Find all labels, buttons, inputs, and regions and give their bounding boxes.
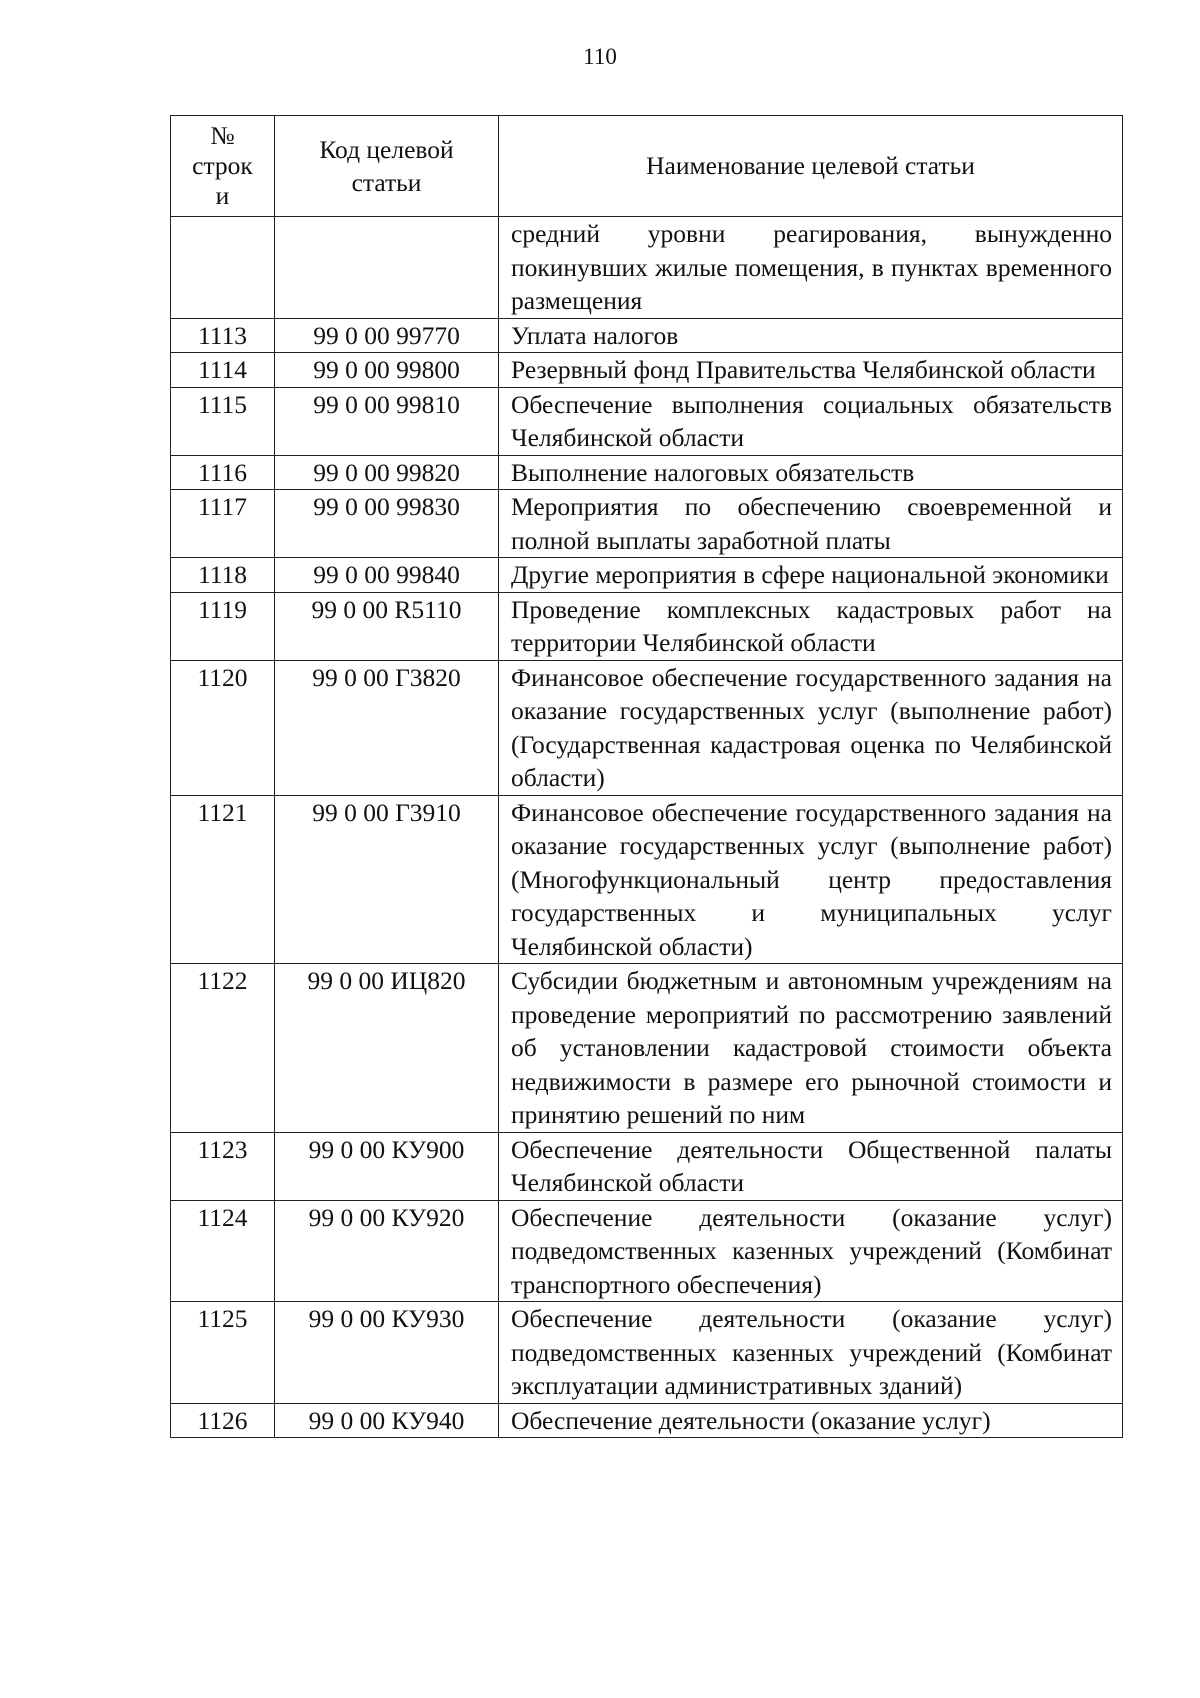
row-name	[499, 660, 1123, 795]
row-code: 99 0 00 99800	[275, 353, 499, 388]
row-code: 99 0 00 R5110	[275, 592, 499, 660]
table-row	[171, 318, 1123, 353]
row-number: 1124	[171, 1200, 275, 1302]
table-row	[171, 353, 1123, 388]
table-row	[171, 490, 1123, 558]
row-name-text: Другие мероприятия в сфере национальной экономики	[511, 560, 1109, 589]
table-row	[171, 217, 1123, 319]
table-row	[171, 964, 1123, 1133]
table-row	[171, 1200, 1123, 1302]
row-number: 1123	[171, 1132, 275, 1200]
row-number: 1116	[171, 455, 275, 490]
table-row	[171, 795, 1123, 964]
row-name	[499, 592, 1123, 660]
table-row	[171, 558, 1123, 593]
row-name	[499, 353, 1123, 388]
row-number	[171, 217, 275, 319]
table-header-row	[171, 116, 1123, 217]
row-name-text: средний уровни реагирования, вынужденно покинувших жилые помещения, в пунктах временного размещения	[511, 219, 1112, 315]
page-number: 110	[583, 44, 617, 69]
row-name-text: Обеспечение выполнения социальных обязательств Челябинской области	[511, 389, 1112, 452]
row-code: 99 0 00 КУ940	[275, 1403, 499, 1438]
table-row	[171, 1132, 1123, 1200]
row-name-text: Финансовое обеспечение государственного задания на оказание государственных услуг (выполнение работ) (Государственная кадастровая оценка по Челябинской области)	[511, 662, 1112, 792]
row-code: 99 0 00 КУ900	[275, 1132, 499, 1200]
row-name-text: Обеспечение деятельности (оказание услуг) подведомственных казенных учреждений (Комбинат транспортного обеспечения)	[511, 1202, 1112, 1299]
header-row-number-label: № строк и	[192, 121, 253, 210]
row-name-text: Субсидии бюджетным и автономным учреждениям на проведение мероприятий по рассмотрению заявлений об установлении кадастровой стоимости объекта недвижимости в размере его рыночной стоимости и принятию решений по ним	[511, 966, 1112, 1129]
row-number: 1121	[171, 795, 275, 964]
row-name	[499, 217, 1123, 319]
row-name-text: Обеспечение деятельности Общественной палаты Челябинской области	[511, 1134, 1112, 1197]
row-number: 1117	[171, 490, 275, 558]
header-row-number	[171, 116, 275, 217]
table-row	[171, 592, 1123, 660]
row-name-text: Мероприятия по обеспечению своевременной и полной выплаты заработной платы	[511, 492, 1112, 555]
table-row	[171, 660, 1123, 795]
row-name	[499, 1200, 1123, 1302]
row-code: 99 0 00 99770	[275, 318, 499, 353]
row-name	[499, 1403, 1123, 1438]
row-number: 1126	[171, 1403, 275, 1438]
row-code: 99 0 00 Г3910	[275, 795, 499, 964]
row-code: 99 0 00 Г3820	[275, 660, 499, 795]
row-number: 1125	[171, 1302, 275, 1404]
table-row	[171, 387, 1123, 455]
row-name	[499, 964, 1123, 1133]
row-name	[499, 558, 1123, 593]
row-code: 99 0 00 99840	[275, 558, 499, 593]
row-code: 99 0 00 99810	[275, 387, 499, 455]
row-number: 1122	[171, 964, 275, 1133]
row-name-text: Проведение комплексных кадастровых работ на территории Челябинской области	[511, 594, 1112, 657]
row-name	[499, 318, 1123, 353]
row-name-text: Финансовое обеспечение государственного задания на оказание государственных услуг (выполнение работ) (Многофункциональный центр предоставления государственных и муниципальных услуг Челябинской области)	[511, 797, 1112, 961]
row-number: 1115	[171, 387, 275, 455]
table-row	[171, 1403, 1123, 1438]
row-name	[499, 490, 1123, 558]
row-number: 1120	[171, 660, 275, 795]
table-row	[171, 455, 1123, 490]
row-name-text: Обеспечение деятельности (оказание услуг) подведомственных казенных учреждений (Комбинат эксплуатации административных зданий)	[511, 1304, 1112, 1400]
row-number: 1113	[171, 318, 275, 353]
row-name	[499, 795, 1123, 964]
row-code: 99 0 00 КУ920	[275, 1200, 499, 1302]
row-name-text: Уплата налогов	[511, 320, 679, 350]
row-name-text: Резервный фонд Правительства Челябинской области	[511, 355, 1096, 384]
table-row	[171, 1302, 1123, 1404]
header-name-label: Наименование целевой статьи	[646, 151, 975, 181]
row-code	[275, 217, 499, 319]
row-code: 99 0 00 КУ930	[275, 1302, 499, 1404]
row-name	[499, 455, 1123, 490]
row-name	[499, 387, 1123, 455]
row-number: 1119	[171, 592, 275, 660]
row-code: 99 0 00 99830	[275, 490, 499, 558]
row-number: 1114	[171, 353, 275, 388]
header-code	[275, 116, 499, 217]
row-name	[499, 1302, 1123, 1404]
row-number: 1118	[171, 558, 275, 593]
row-name-text: Выполнение налоговых обязательств	[511, 457, 915, 487]
header-name	[499, 116, 1123, 217]
row-code: 99 0 00 ИЦ820	[275, 964, 499, 1133]
row-name	[499, 1132, 1123, 1200]
row-code: 99 0 00 99820	[275, 455, 499, 490]
header-code-label: Код целевой статьи	[319, 134, 454, 197]
row-name-text: Обеспечение деятельности (оказание услуг)	[511, 1405, 991, 1435]
target-articles-table	[170, 115, 1123, 1438]
